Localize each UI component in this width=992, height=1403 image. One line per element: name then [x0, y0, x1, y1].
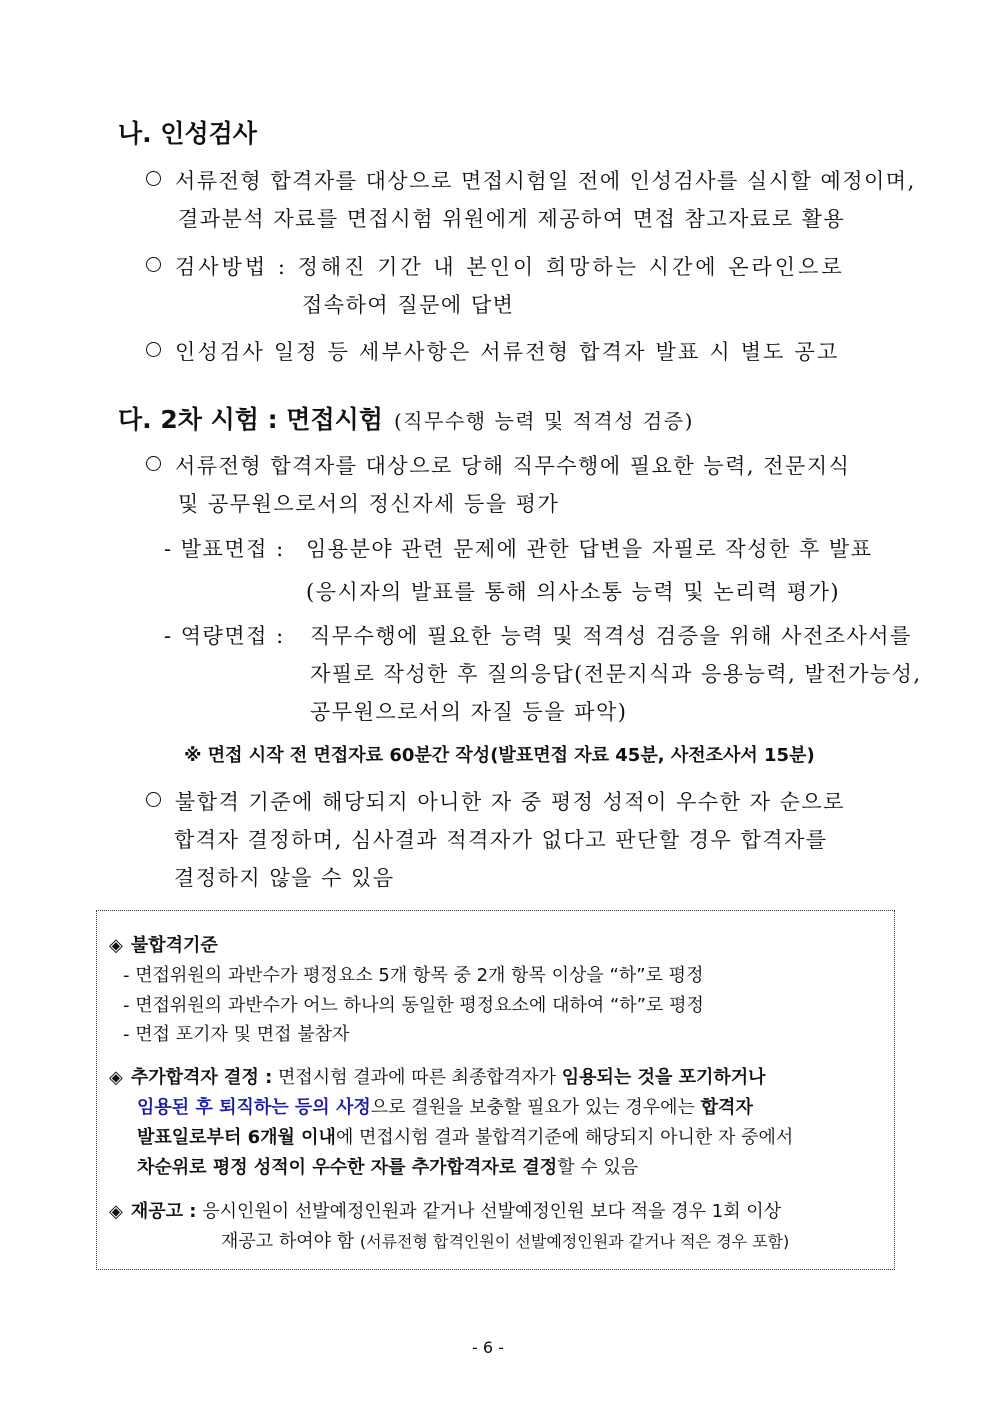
section-heading-interview: 다. 2차 시험 : 면접시험 (직무수행 능력 및 적격성 검증) [118, 405, 694, 434]
bullet-personality-3: 인성검사 일정 등 세부사항은 서류전형 합격자 발표 시 별도 공고 [146, 336, 840, 366]
section-heading-interview-sub: (직무수행 능력 및 적격성 검증) [394, 409, 694, 433]
fail-criteria-title: ◈ 불합격기준 [109, 935, 218, 956]
notice-box [96, 910, 895, 1270]
hollow-circle-icon [146, 456, 161, 471]
hollow-circle-icon [146, 792, 161, 807]
presentation-interview-line2: (응시자의 발표를 통해 의사소통 능력 및 논리력 평가) [306, 580, 841, 604]
bullet-interview-2: 불합격 기준에 해당되지 아니한 자 중 평정 성적이 우수한 자 순으로 [146, 786, 845, 816]
additional-pass-line4: 차순위로 평정 성적이 우수한 자를 추가합격자로 결정할 수 있음 [137, 1157, 639, 1178]
bullet-interview-1: 서류전형 합격자를 대상으로 당해 직무수행에 필요한 능력, 전문지식 [146, 450, 850, 480]
bullet-interview-2-cont2: 결정하지 않을 수 있음 [174, 866, 395, 890]
section-heading-personality: 나. 인성검사 [118, 119, 257, 148]
bullet-personality-2: 검사방법 : 정해진 기간 내 본인이 희망하는 시간에 온라인으로 [146, 251, 845, 281]
re-announcement-line2: 재공고 하여야 함 (서류전형 합격인원이 선발예정인원과 같거나 적은 경우 포함) [221, 1231, 790, 1252]
fail-criteria-item: - 면접위원의 과반수가 평정요소 5개 항목 중 2개 항목 이상을 “하”로 평정 [123, 965, 704, 986]
interview-note: ※ 면접 시작 전 면접자료 60분간 작성(발표면접 자료 45분, 사전조사서 15분) [184, 745, 815, 766]
competency-interview-line2: 자필로 작성한 후 질의응답(전문지식과 응용능력, 발전가능성, [310, 662, 922, 686]
competency-interview-label: - 역량면접 : [164, 624, 285, 648]
bullet-interview-2-cont1: 합격자 결정하며, 심사결과 적격자가 없다고 판단할 경우 합격자를 [174, 828, 828, 852]
bullet-personality-1: 서류전형 합격자를 대상으로 면접시험일 전에 인성검사를 실시할 예정이며, [146, 165, 916, 195]
fail-criteria-item: - 면접 포기자 및 면접 불참자 [123, 1024, 350, 1045]
presentation-interview-label: - 발표면접 : [164, 537, 285, 561]
bullet-personality-2-cont: 접속하여 질문에 답변 [302, 293, 515, 317]
additional-pass-line2: 임용된 후 퇴직하는 등의 사정으로 결원을 보충할 필요가 있는 경우에는 합격자 [137, 1097, 753, 1118]
additional-pass-line3: 발표일로부터 6개월 이내에 면접시험 결과 불합격기준에 해당되지 아니한 자 중에서 [137, 1127, 794, 1148]
additional-pass-line1: ◈ 추가합격자 결정 : 면접시험 결과에 따른 최종합격자가 임용되는 것을 포기하거나 [109, 1067, 766, 1088]
diamond-icon: ◈ [109, 935, 123, 956]
competency-interview-line3: 공무원으로서의 자질 등을 파악) [310, 700, 628, 724]
competency-interview-line1: 직무수행에 필요한 능력 및 적격성 검증을 위해 사전조사서를 [310, 624, 912, 648]
hollow-circle-icon [146, 257, 161, 272]
hollow-circle-icon [146, 171, 161, 186]
re-announcement-line1: ◈ 재공고 : 응시인원이 선발예정인원과 같거나 선발예정인원 보다 적을 경우 1회 이상 [109, 1201, 782, 1222]
fail-criteria-item: - 면접위원의 과반수가 어느 하나의 동일한 평정요소에 대하여 “하”로 평정 [123, 995, 704, 1016]
diamond-icon: ◈ [109, 1201, 123, 1222]
hollow-circle-icon [146, 342, 161, 357]
diamond-icon: ◈ [109, 1067, 123, 1088]
bullet-personality-1-cont: 결과분석 자료를 면접시험 위원에게 제공하여 면접 참고자료로 활용 [178, 207, 846, 231]
presentation-interview-line1: 임용분야 관련 문제에 관한 답변을 자필로 작성한 후 발표 [306, 537, 873, 561]
page-number: - 6 - [472, 1338, 504, 1357]
bullet-interview-1-cont: 및 공무원으로서의 정신자세 등을 평가 [178, 492, 560, 516]
